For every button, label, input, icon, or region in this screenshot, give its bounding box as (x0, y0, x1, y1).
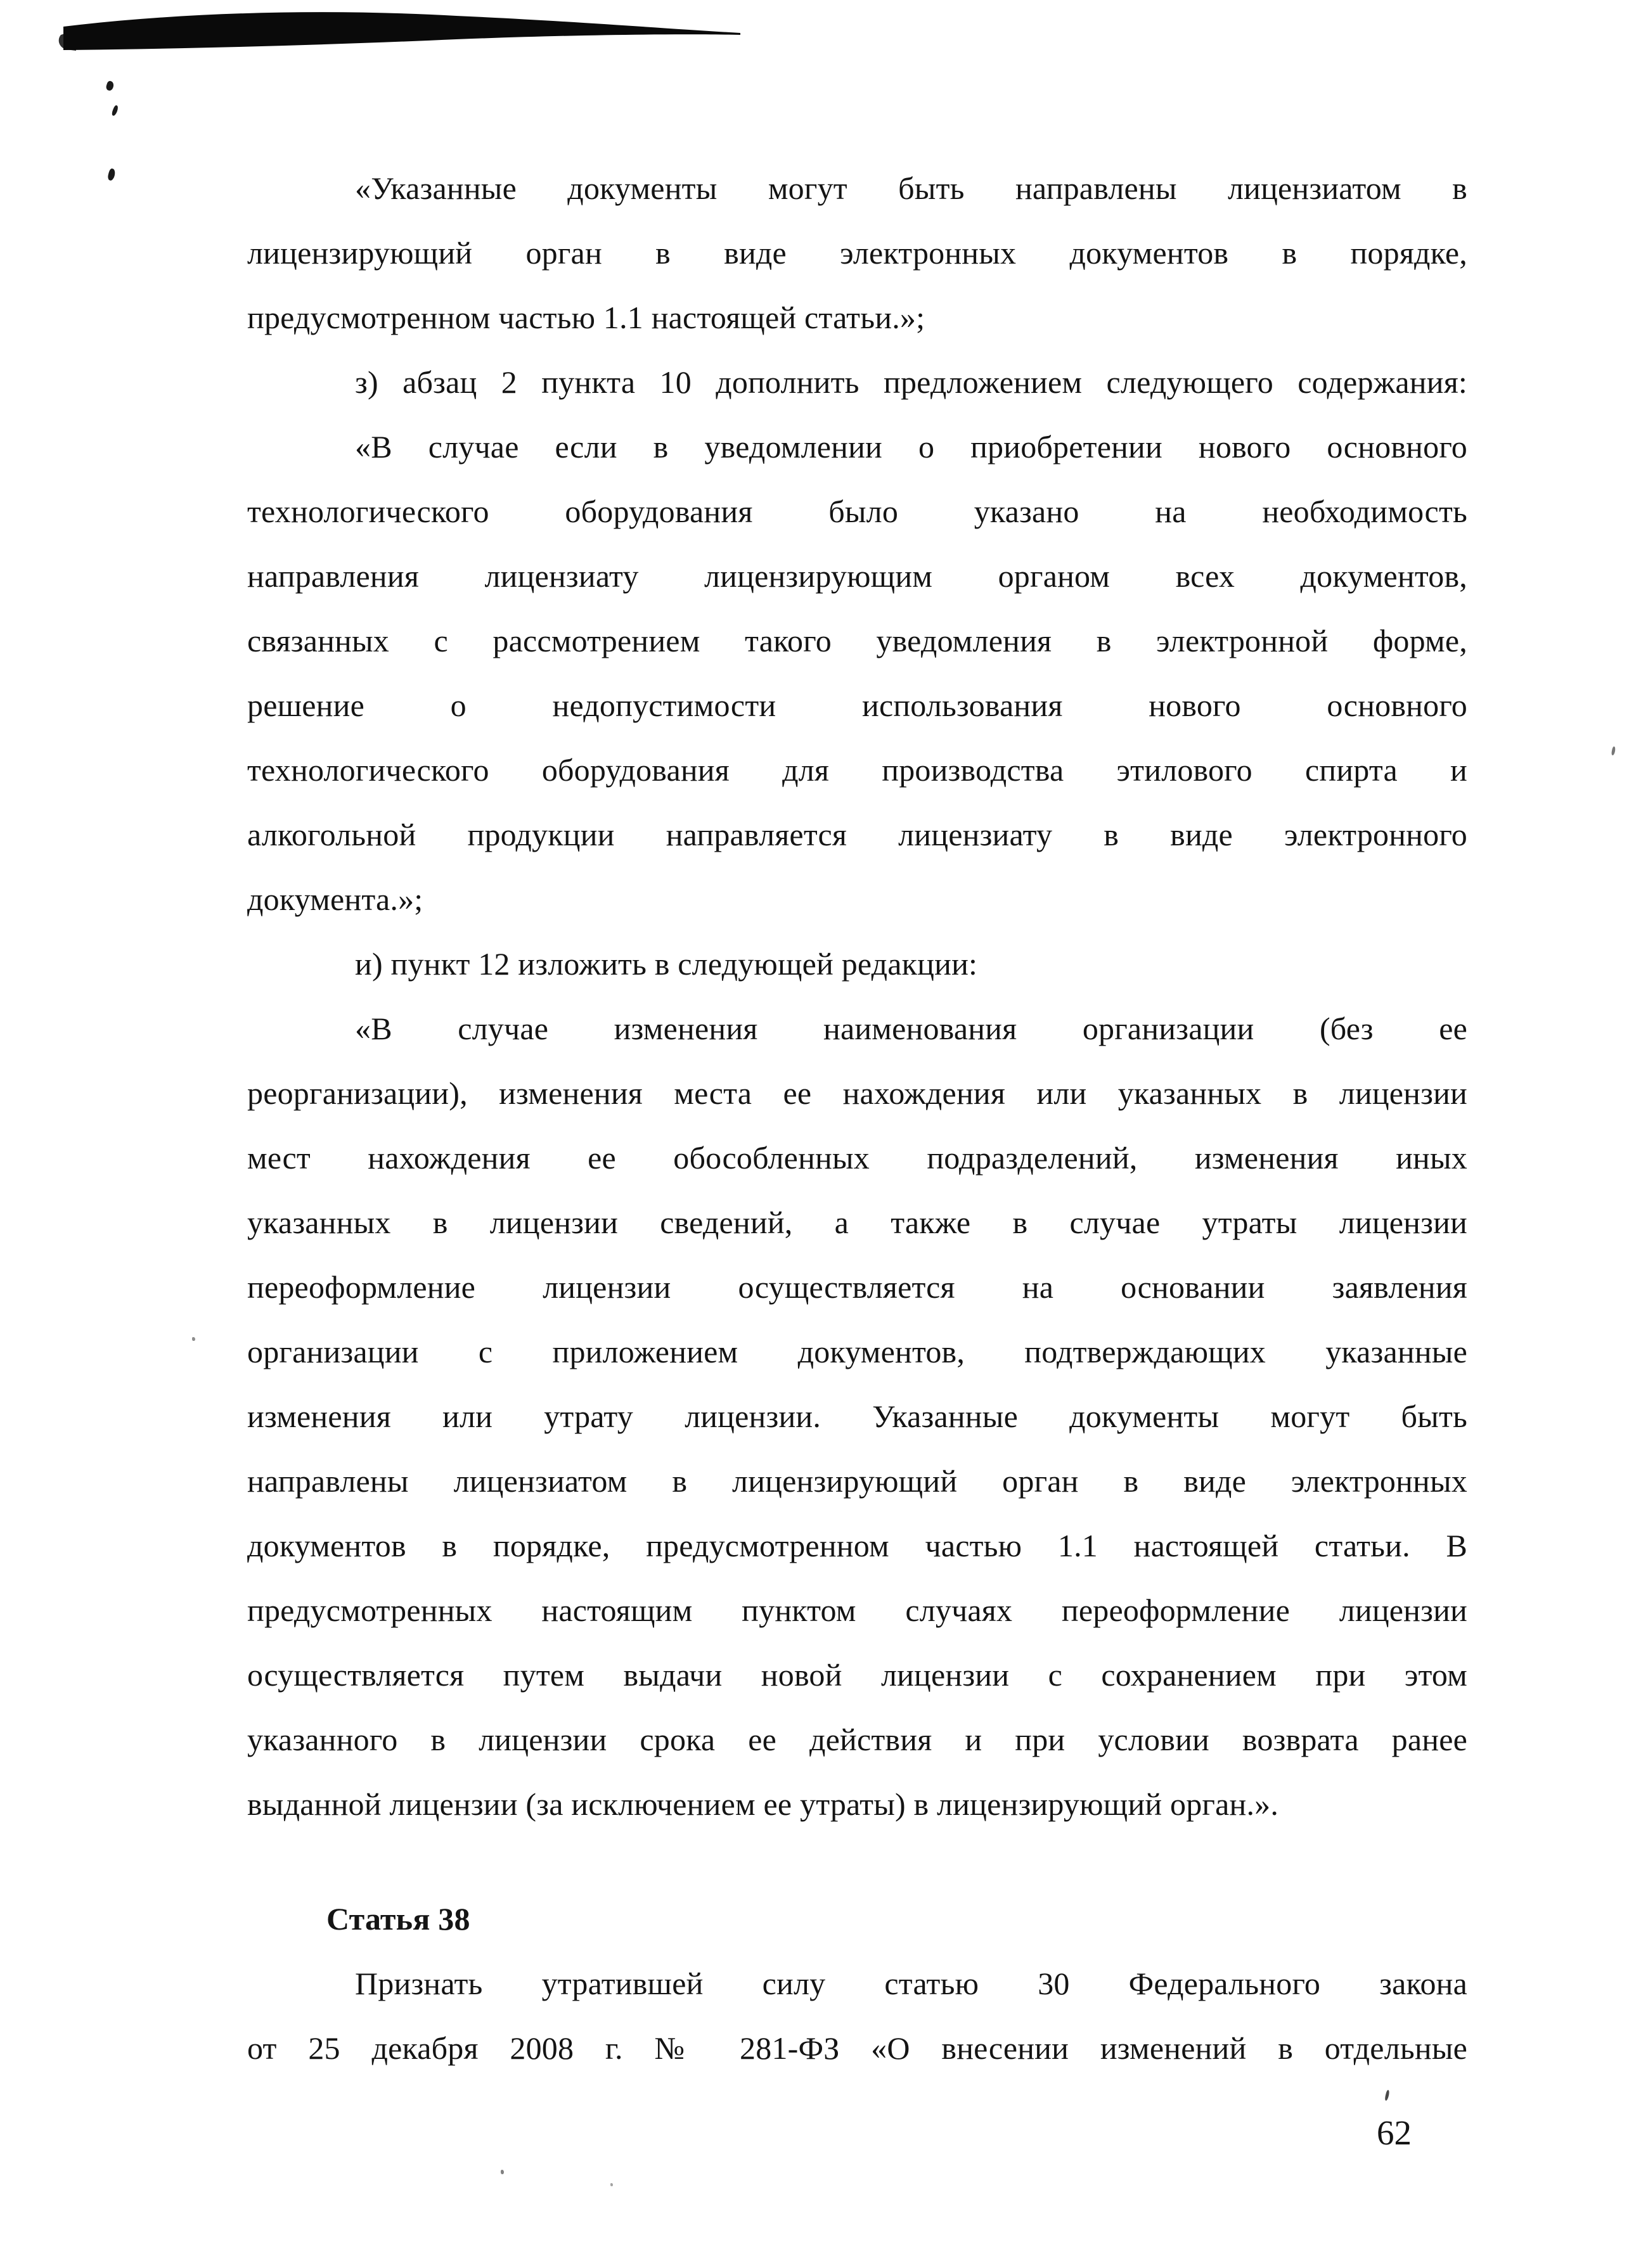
scan-artifact-streak (0, 0, 1648, 76)
scan-speck (192, 1337, 195, 1341)
text-line: мест нахождения ее обособленных подразделений, изменения иных (247, 1140, 1467, 1176)
scan-speck (1384, 2090, 1390, 2101)
text-line: технологического оборудования было указано на необходимость (247, 494, 1467, 529)
text-line: документа.»; (247, 881, 423, 917)
text-line: Признать утратившей силу статью 30 Федерального закона (355, 1966, 1467, 2001)
text-line: документов в порядке, предусмотренном частью 1.1 настоящей статьи. В (247, 1528, 1467, 1563)
text-line: и) пункт 12 изложить в следующей редакции: (355, 946, 978, 982)
scan-speck (501, 2170, 504, 2174)
scan-speck (105, 80, 115, 92)
text-line: предусмотренном частью 1.1 настоящей статьи.»; (247, 300, 925, 335)
text-line: направлены лицензиатом в лицензирующий орган в виде электронных (247, 1463, 1467, 1499)
text-line: осуществляется путем выдачи новой лицензии с сохранением при этом (247, 1657, 1467, 1693)
text-line: «Указанные документы могут быть направлены лицензиатом в (355, 170, 1467, 206)
text-line: Статья 38 (326, 1901, 470, 1937)
scan-speck (610, 2183, 613, 2186)
scan-speck (111, 105, 119, 116)
text-line: предусмотренных настоящим пунктом случаях переоформление лицензии (247, 1592, 1467, 1628)
article-38-body (247, 1951, 1467, 2080)
text-line: указанных в лицензии сведений, а также в случае утраты лицензии (247, 1205, 1467, 1240)
text-line: «В случае изменения наименования организации (без ее (355, 1011, 1467, 1046)
text-line: технологического оборудования для производства этилового спирта и (247, 752, 1467, 788)
quote-paragraph-point-12 (247, 996, 1467, 1836)
quote-paragraph-electronic-documents (247, 156, 1467, 350)
subitem-z-paragraph (247, 350, 1467, 414)
text-line: направления лицензиату лицензирующим органом всех документов, (247, 558, 1467, 594)
text-line: организации с приложением документов, подтверждающих указанные (247, 1334, 1467, 1369)
article-38-heading (247, 1887, 1467, 1951)
text-line: реорганизации), изменения места ее нахождения или указанных в лицензии (247, 1075, 1467, 1111)
scan-speck (1611, 746, 1616, 756)
text-line: переоформление лицензии осуществляется на основании заявления (247, 1269, 1467, 1305)
document-text-block (247, 156, 1467, 2080)
text-line: от 25 декабря 2008 г. № 281-ФЗ «О внесении изменений в отдельные (247, 2030, 1467, 2066)
text-line: выданной лицензии (за исключением ее утраты) в лицензирующий орган.». (247, 1786, 1279, 1822)
text-line: з) абзац 2 пункта 10 дополнить предложением следующего содержания: (355, 364, 1467, 400)
text-line: связанных с рассмотрением такого уведомления в электронной форме, (247, 623, 1467, 658)
text-line: алкогольной продукции направляется лицензиату в виде электронного (247, 817, 1467, 852)
page-number: 62 (1377, 2113, 1412, 2152)
text-line: указанного в лицензии срока ее действия и при условии возврата ранее (247, 1722, 1467, 1757)
scan-speck (107, 168, 117, 181)
text-line: «В случае если в уведомлении о приобретении нового основного (355, 429, 1467, 464)
text-line: решение о недопустимости использования нового основного (247, 688, 1467, 723)
quote-paragraph-notification (247, 414, 1467, 932)
text-line: лицензирующий орган в виде электронных документов в порядке, (247, 235, 1467, 271)
subitem-i-paragraph (247, 932, 1467, 996)
text-line: изменения или утрату лицензии. Указанные документы могут быть (247, 1399, 1467, 1434)
